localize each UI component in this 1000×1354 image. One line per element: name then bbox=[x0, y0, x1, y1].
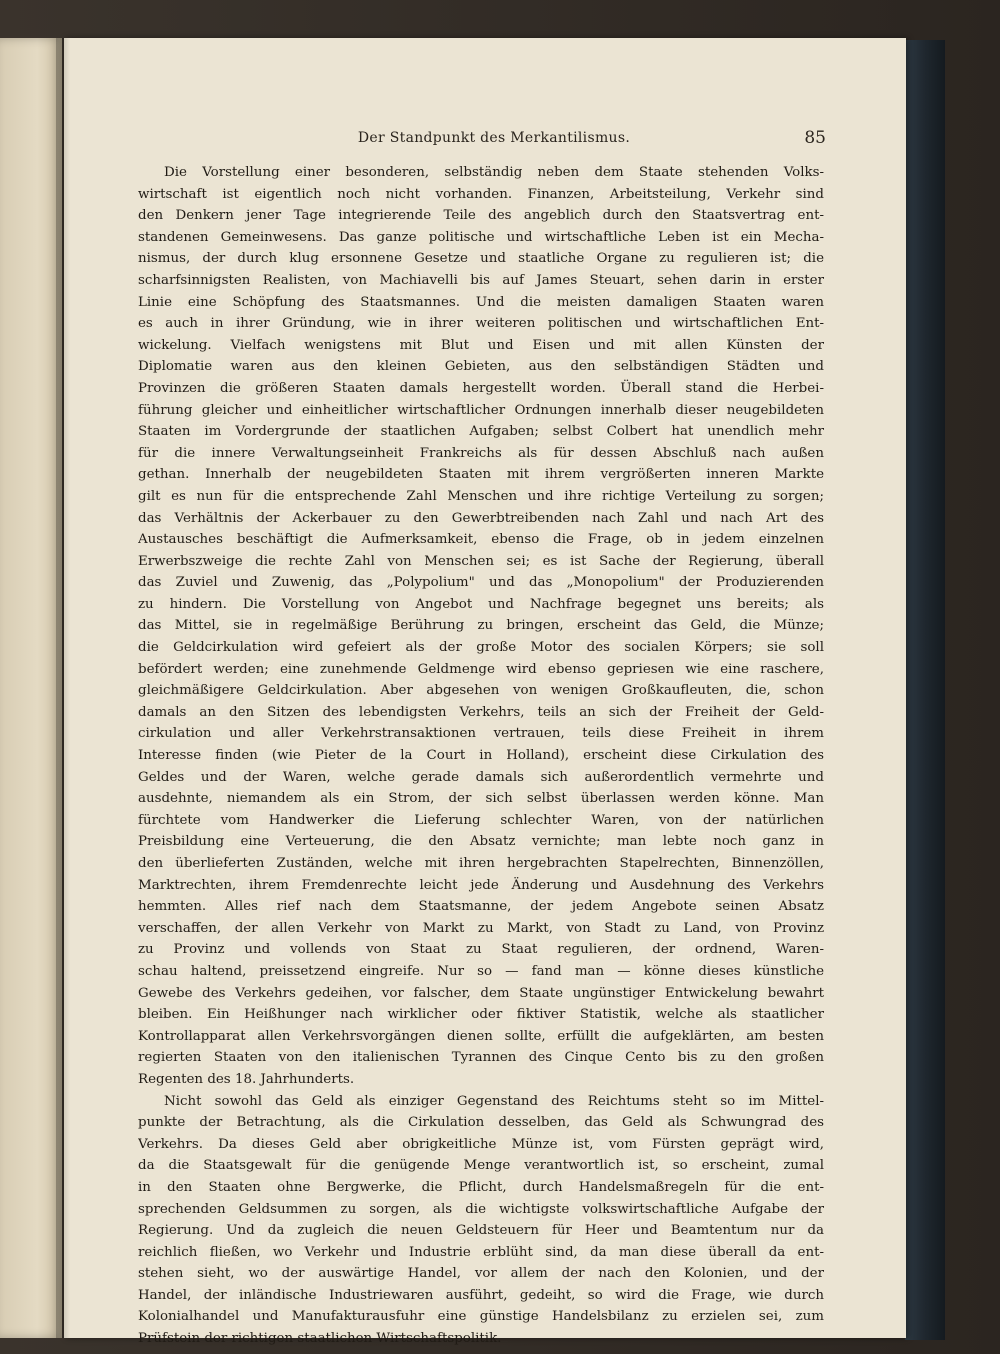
text-line: hemmten. Alles rief nach dem Staatsmanne, der jedem Angebote seinen Absatz bbox=[138, 899, 824, 915]
text-line: Interesse finden (wie Pieter de la Court in Holland), erscheint diese Cirkulation des bbox=[138, 748, 824, 764]
spine-shadow bbox=[56, 38, 70, 1338]
text-line: schau haltend, preissetzend eingreife. Nur so — fand man — könne dieses künstliche bbox=[138, 963, 824, 979]
text-line: Marktrechten, ihrem Fremdenrechte leicht jede Änderung und Ausdehnung des Verkehrs bbox=[138, 877, 824, 893]
text-line: den überlieferten Zuständen, welche mit ihren hergebrachten Stapelrechten, Binnenzöllen, bbox=[138, 856, 824, 871]
text-line: für die innere Verwaltungseinheit Frankreichs als für dessen Abschluß nach außen bbox=[138, 445, 824, 461]
text-line: punkte der Betrachtung, als die Cirkulation desselben, das Geld als Schwungrad des bbox=[138, 1115, 824, 1131]
paragraph bbox=[138, 162, 824, 1091]
text-line: den Denkern jener Tage integrierende Teile des angeblich durch den Staatsvertrag ent- bbox=[138, 208, 824, 224]
text-line: Austausches beschäftigt die Aufmerksamkeit, ebenso die Frage, ob in jedem einzelnen bbox=[138, 532, 824, 548]
running-head-title: Der Standpunkt des Merkantilismus. bbox=[357, 130, 631, 146]
text-line: damals an den Sitzen des lebendigsten Verkehrs, teils an sich der Freiheit der Geld- bbox=[138, 704, 824, 720]
text-line: fürchtete vom Handwerker die Lieferung schlechter Waren, von der natürlichen bbox=[138, 812, 824, 828]
text-line: standenen Gemeinwesens. Das ganze politische und wirtschaftliche Leben ist ein Mecha- bbox=[138, 229, 824, 245]
text-line: Geldes und der Waren, welche gerade damals sich außerordentlich vermehrte und bbox=[138, 769, 824, 785]
text-line: sprechenden Geldsummen zu sorgen, als die wichtigste volkswirtschaftliche Aufgabe der bbox=[138, 1201, 824, 1217]
text-line: das Zuviel und Zuwenig, das „Polypolium" und das „Monopolium" der Produzierenden bbox=[138, 575, 824, 591]
text-line: befördert werden; eine zunehmende Geldmenge wird ebenso gepriesen wie eine raschere, bbox=[138, 661, 824, 677]
text-line: Prüfstein der richtigen staatlichen Wirtschaftspolitik. bbox=[138, 1331, 502, 1347]
text-line: Diplomatie waren aus den kleinen Gebieten, aus den selbständigen Städten und bbox=[138, 359, 824, 375]
text-line: da die Staatsgewalt für die genügende Menge verantwortlich ist, so erscheint, zumal bbox=[138, 1158, 824, 1174]
text-line: Kontrollapparat allen Verkehrsvorgängen dienen sollte, erfüllt die aufgeklärten, am besten bbox=[138, 1028, 824, 1044]
text-line: gleichmäßigere Geldcirkulation. Aber abgesehen von wenigen Großkaufleuten, die, schon bbox=[138, 683, 824, 699]
text-line: die Geldcirkulation wird gefeiert als der große Motor des socialen Körpers; sie soll bbox=[138, 640, 824, 656]
text-line: scharfsinnigsten Realisten, von Machiavelli bis auf James Steuart, sehen darin in erster bbox=[138, 272, 824, 288]
text-line: gethan. Innerhalb der neugebildeten Staaten mit ihrem vergrößerten inneren Markte bbox=[138, 467, 824, 483]
page-number: 85 bbox=[804, 128, 826, 148]
text-line: Nicht sowohl das Geld als einziger Gegenstand des Reichtums steht so im Mittel- bbox=[164, 1093, 824, 1109]
text-line: regierten Staaten von den italienischen Tyrannen des Cinque Cento bis zu den großen bbox=[138, 1050, 824, 1066]
text-line: das Mittel, sie in regelmäßige Berührung zu bringen, erscheint das Geld, die Münze; bbox=[138, 618, 824, 634]
paragraph bbox=[138, 1091, 824, 1350]
text-line: reichlich fließen, wo Verkehr und Industrie erblüht sind, da man diese überall da ent- bbox=[138, 1244, 824, 1260]
text-line: Kolonialhandel und Manufakturausfuhr eine günstige Handelsbilanz zu erzielen sei, zum bbox=[138, 1309, 824, 1325]
text-line: Staaten im Vordergrunde der staatlichen Aufgaben; selbst Colbert hat unendlich mehr bbox=[138, 424, 824, 440]
text-line: es auch in ihrer Gründung, wie in ihrer weiteren politischen und wirtschaftlichen Ent- bbox=[138, 316, 824, 332]
text-line: wickelung. Vielfach wenigstens mit Blut und Eisen und mit allen Künsten der bbox=[138, 337, 824, 353]
text-line: Provinzen die größeren Staaten damals hergestellt worden. Überall stand die Herbei- bbox=[138, 380, 824, 396]
text-line: Die Vorstellung einer besonderen, selbständig neben dem Staate stehenden Volks- bbox=[164, 165, 824, 180]
text-line: zu hindern. Die Vorstellung von Angebot und Nachfrage begegnet uns bereits; als bbox=[138, 596, 824, 612]
text-line: gilt es nun für die entsprechende Zahl Menschen und ihre richtige Verteilung zu sorgen; bbox=[138, 488, 824, 504]
left-page-edge bbox=[0, 38, 62, 1338]
text-line: Linie eine Schöpfung des Staatsmannes. Und die meisten damaligen Staaten waren bbox=[138, 294, 824, 310]
text-line: führung gleicher und einheitlicher wirtschaftlicher Ordnungen innerhalb dieser neugebildeten bbox=[138, 402, 824, 418]
text-line: cirkulation und aller Verkehrstransaktionen vertrauen, teils diese Freiheit in ihrem bbox=[138, 726, 824, 742]
text-line: Gewebe des Verkehrs gedeihen, vor falscher, dem Staate ungünstiger Entwickelung bewahrt bbox=[138, 985, 824, 1001]
page bbox=[64, 38, 906, 1347]
text-line: zu Provinz und vollends von Staat zu Staat regulieren, der ordnend, Waren- bbox=[138, 942, 824, 958]
text-line: Preisbildung eine Verteuerung, die den Absatz vernichte; man lebte noch ganz in bbox=[138, 834, 824, 850]
body-text bbox=[138, 162, 824, 1350]
text-line: Handel, der inländische Industriewaren ausführt, gedeiht, so wird die Frage, wie durch bbox=[138, 1287, 824, 1303]
text-line: Verkehrs. Da dieses Geld aber obrigkeitliche Münze ist, vom Fürsten geprägt wird, bbox=[138, 1136, 824, 1152]
text-line: in den Staaten ohne Bergwerke, die Pflicht, durch Handelsmaßregeln für die ent- bbox=[138, 1179, 824, 1195]
text-line: ausdehnte, niemandem als ein Strom, der sich selbst überlassen werden könne. Man bbox=[138, 791, 824, 807]
text-line: Regenten des 18. Jahrhunderts. bbox=[138, 1071, 355, 1087]
text-line: Erwerbszweige die rechte Zahl von Menschen sei; es ist Sache der Regierung, überall bbox=[138, 553, 824, 569]
running-head bbox=[64, 130, 906, 154]
text-line: wirtschaft ist eigentlich noch nicht vorhanden. Finanzen, Arbeitsteilung, Verkehr sind bbox=[138, 186, 824, 202]
text-line: stehen sieht, wo der auswärtige Handel, vor allem der nach den Kolonien, und der bbox=[138, 1266, 824, 1282]
text-line: Regierung. Und da zugleich die neuen Geldsteuern für Heer und Beamtentum nur da bbox=[138, 1223, 824, 1239]
text-line: verschaffen, der allen Verkehr von Markt zu Markt, von Stadt zu Land, von Provinz bbox=[138, 920, 824, 936]
text-line: nismus, der durch klug ersonnene Gesetze und staatliche Organe zu regulieren ist; die bbox=[138, 251, 824, 267]
text-line: bleiben. Ein Heißhunger nach wirklicher oder fiktiver Statistik, welche als staatlicher bbox=[138, 1007, 824, 1023]
book-cover-edge bbox=[905, 40, 945, 1340]
text-line: das Verhältnis der Ackerbauer zu den Gewerbtreibenden nach Zahl und nach Art des bbox=[138, 510, 824, 526]
